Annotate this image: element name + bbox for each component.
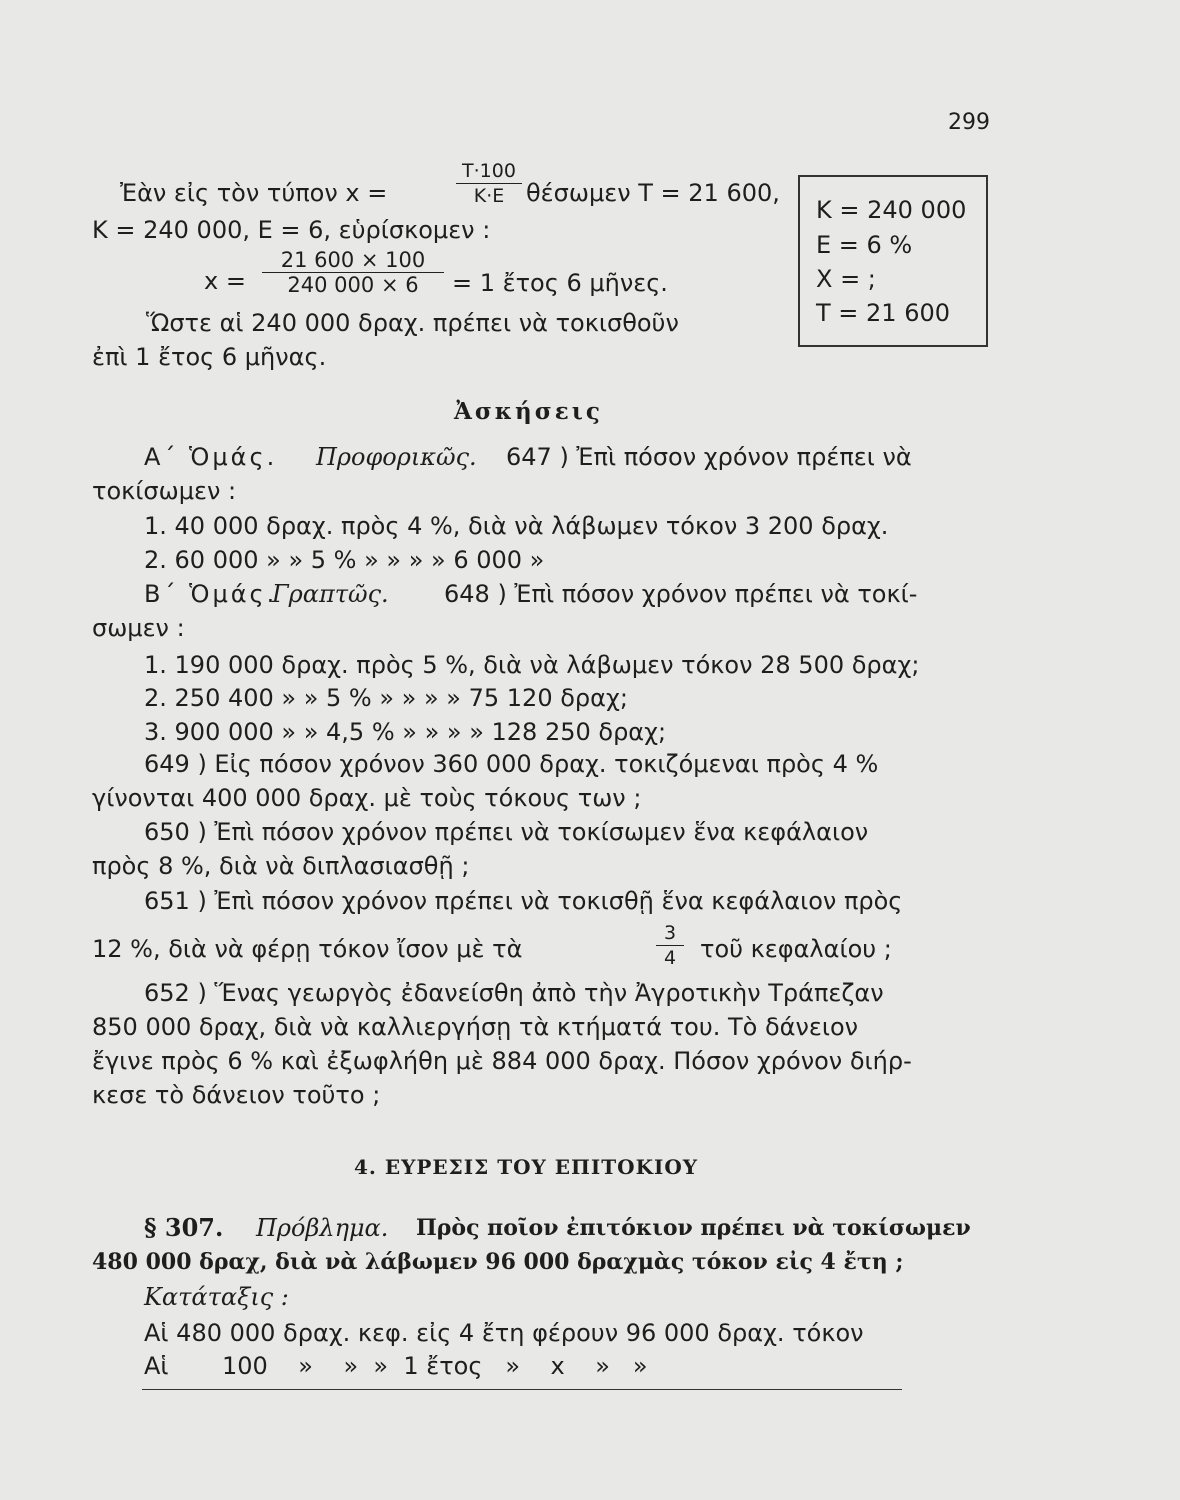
q652-line-c: ἔγινε πρὸς 6 % καὶ ἐξωφλήθη μὲ 884 000 δραχ. Πόσον χρόνον διήρ-: [92, 1047, 912, 1075]
exercise-a2: 2. 60 000 » » 5 % » » » » 6 000 »: [144, 546, 545, 574]
q651-denominator: 4: [663, 947, 677, 969]
q650-line-a: 650 ) Ἐπὶ πόσον χρόνον πρέπει νὰ τοκίσωμεν ἕνα κεφάλαιον: [144, 818, 869, 846]
given-t: T = 21 600: [816, 299, 951, 327]
given-k: K = 240 000: [816, 196, 967, 224]
three-quarters-fraction: [656, 922, 684, 969]
group-b-label: Β΄ Ὁμάς.: [144, 580, 278, 608]
given-data-box: [798, 175, 988, 347]
problem-line-a: Πρὸς ποῖον ἐπιτόκιον πρέπει νὰ τοκίσωμεν: [416, 1215, 971, 1241]
exercises-title: Ἀσκήσεις: [454, 398, 603, 425]
q652-line-b: 850 000 δραχ, διὰ νὰ καλλιεργήσῃ τὰ κτήματά του. Τὸ δάνειον: [92, 1013, 859, 1041]
arrangement-underline: [142, 1389, 902, 1390]
intro-line-4: Ὥστε αἱ 240 000 δραχ. πρέπει νὰ τοκισθοῦν: [146, 309, 679, 337]
exercise-b1: 1. 190 000 δραχ. πρὸς 5 %, διὰ νὰ λάβωμεν τόκον 28 500 δραχ;: [144, 651, 920, 679]
intro-line-1a: Ἐὰν εἰς τὸν τύπον x =: [120, 179, 388, 207]
calc-numerator: 21 600 × 100: [280, 248, 426, 272]
group-a-label: Α΄ Ὁμάς.: [144, 443, 278, 471]
arrangement-row-2: Αἱ 100 » » » 1 ἔτος » x » »: [144, 1352, 648, 1380]
calc-denominator: 240 000 × 6: [287, 273, 419, 297]
calc-lhs: x =: [204, 267, 246, 295]
q651-numerator: 3: [663, 922, 677, 944]
given-x: X = ;: [816, 265, 876, 293]
problem-line-b: 480 000 δραχ, διὰ νὰ λάβωμεν 96 000 δραχμὰς τόκον εἰς 4 ἔτη ;: [92, 1249, 904, 1275]
paragraph-number: § 307.: [144, 1213, 224, 1242]
q648-cont: σωμεν :: [92, 614, 185, 642]
q651-line-a: 651 ) Ἐπὶ πόσον χρόνον πρέπει νὰ τοκισθῇ ἕνα κεφάλαιον πρὸς: [144, 887, 903, 915]
exercise-a1: 1. 40 000 δραχ. πρὸς 4 %, διὰ νὰ λάβωμεν τόκον 3 200 δραχ.: [144, 512, 889, 540]
q652-line-d: κεσε τὸ δάνειον τοῦτο ;: [92, 1081, 381, 1109]
intro-line-1b: θέσωμεν T = 21 600,: [526, 179, 780, 207]
fraction-bar: [656, 945, 684, 946]
formula-denominator: K·E: [473, 185, 505, 207]
q651-line-b1: 12 %, διὰ νὰ φέρῃ τόκον ἴσον μὲ τὰ: [92, 935, 523, 963]
q652-line-a: 652 ) Ἕνας γεωργὸς ἐδανείσθη ἀπὸ τὴν Ἀγροτικὴν Τράπεζαν: [144, 979, 884, 1007]
problem-label: Πρόβλημα.: [256, 1214, 389, 1242]
given-e: E = 6 %: [816, 231, 913, 259]
group-b-type: Γραπτῶς.: [272, 580, 389, 608]
calc-rhs: = 1 ἔτος 6 μῆνες.: [452, 269, 668, 297]
section-heading: 4. ΕΥΡΕΣΙΣ ΤΟΥ ΕΠΙΤΟΚΙΟΥ: [354, 1155, 699, 1179]
exercise-b2: 2. 250 400 » » 5 % » » » » 75 120 δραχ;: [144, 684, 628, 712]
q647-text: 647 ) Ἐπὶ πόσον χρόνον πρέπει νὰ: [506, 443, 912, 471]
exercise-b3: 3. 900 000 » » 4,5 % » » » » 128 250 δραχ;: [144, 718, 667, 746]
page-number: 299: [948, 110, 990, 135]
calc-fraction: [262, 249, 444, 296]
intro-line-5: ἐπὶ 1 ἔτος 6 μῆνας.: [92, 343, 327, 371]
arrangement-label: Κατάταξις :: [144, 1283, 289, 1311]
q649-line-a: 649 ) Εἰς πόσον χρόνον 360 000 δραχ. τοκιζόμεναι πρὸς 4 %: [144, 750, 879, 778]
q648-text: 648 ) Ἐπὶ πόσον χρόνον πρέπει νὰ τοκί-: [444, 580, 918, 608]
q650-line-b: πρὸς 8 %, διὰ νὰ διπλασιασθῇ ;: [92, 852, 470, 880]
intro-line-2: K = 240 000, E = 6, εὑρίσκομεν :: [92, 216, 491, 244]
fraction-bar: [456, 183, 522, 184]
q649-line-b: γίνονται 400 000 δραχ. μὲ τοὺς τόκους των ;: [92, 784, 642, 812]
formula-fraction: [456, 160, 522, 207]
q651-line-b2: τοῦ κεφαλαίου ;: [700, 935, 892, 963]
group-a-type: Προφορικῶς.: [316, 443, 477, 471]
arrangement-row-1: Αἱ 480 000 δραχ. κεφ. εἰς 4 ἔτη φέρουν 96 000 δραχ. τόκον: [144, 1319, 864, 1347]
q647-cont: τοκίσωμεν :: [92, 477, 237, 505]
formula-numerator: T·100: [462, 160, 516, 182]
